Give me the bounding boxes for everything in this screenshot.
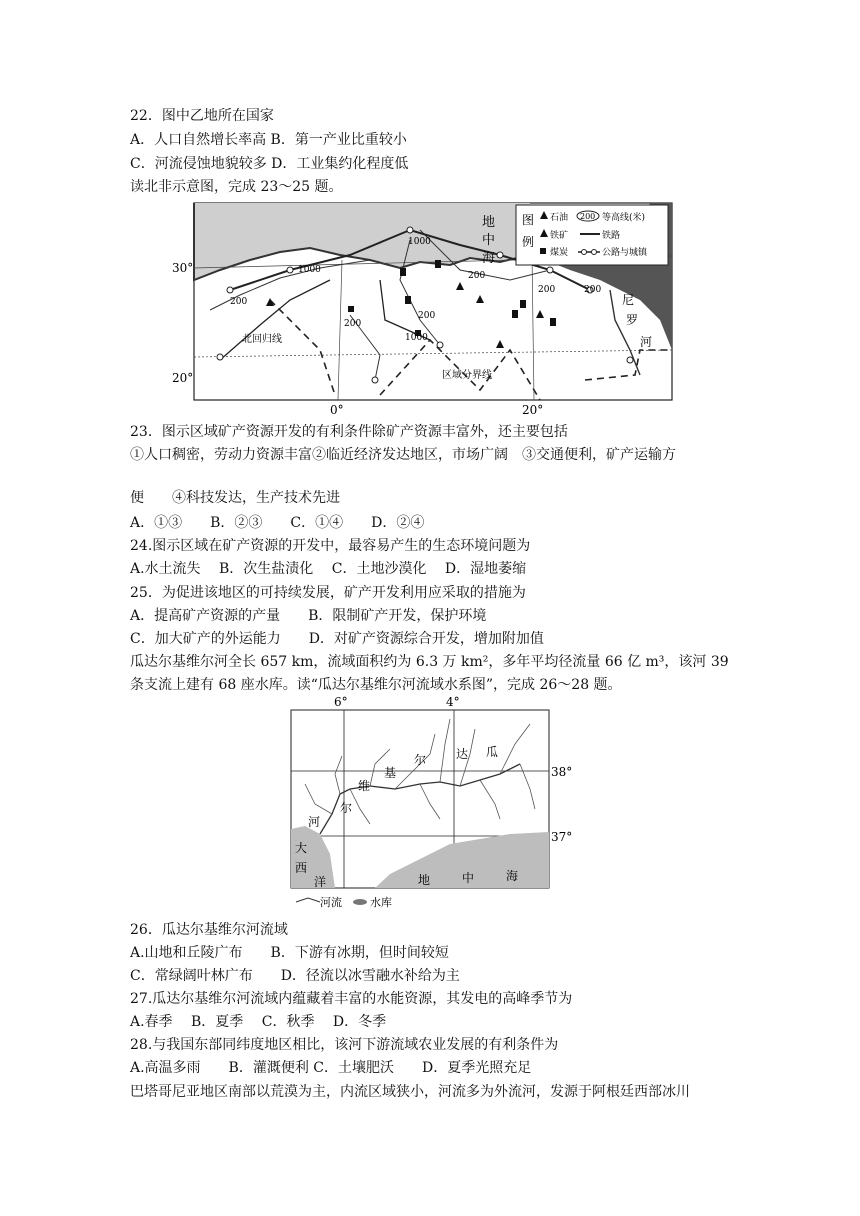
sea-label: 地: [418, 873, 431, 887]
river-name: 瓜: [486, 745, 499, 759]
contour-label: 200: [230, 297, 248, 307]
q22-stem: 22．图中乙地所在国家: [130, 108, 274, 124]
river-name: 尔: [414, 753, 427, 767]
coal-legend-icon: [540, 248, 546, 254]
svg-text:铁路: 铁路: [602, 231, 621, 241]
lon-label-20: 20°: [522, 403, 544, 417]
river-name: 维: [358, 779, 371, 793]
q28-stem: 28.与我国东部同纬度地区相比，该河下游流域农业发展的有利条件为: [130, 1037, 559, 1053]
svg-text:等高线(米): 等高线(米): [602, 213, 646, 223]
contour-label: 200: [344, 319, 362, 329]
nile-label: 罗: [626, 313, 639, 327]
q23-options-line1: ①人口稠密，劳动力资源丰富②临近经济发达地区，市场广阔 ③交通便利，矿产运输方: [130, 447, 676, 463]
q25-stem: 25．为促进该地区的可持续发展，矿产开发利用应采取的措施为: [130, 585, 526, 601]
svg-text:铁矿: 铁矿: [550, 231, 569, 241]
q26-options-ab: A.山地和丘陵广布 B．下游有冰期，但时间较短: [130, 945, 449, 961]
legend-reservoir: 水库: [370, 896, 392, 909]
ocean-label: 西: [295, 861, 308, 875]
contour-label: 200: [468, 271, 486, 281]
q27-answers: A.春季 B．夏季 C．秋季 D．冬季: [130, 1014, 387, 1030]
map-legend: [516, 205, 668, 265]
q25-options-ab: A．提高矿产资源的产量 B．限制矿产开发，保护环境: [130, 608, 487, 624]
svg-text:200: 200: [580, 212, 596, 221]
lat-label-38: 38°: [551, 765, 573, 779]
q26-stem: 26．瓜达尔基维尔河流域: [130, 922, 288, 938]
contour-label: 200: [418, 311, 436, 321]
lat-label-37: 37°: [551, 830, 573, 844]
river-intro-2: 条支流上建有 68 座水库。读“瓜达尔基维尔河流域水系图”，完成 26～28 题。: [130, 677, 622, 693]
q28-answers: A.高温多雨 B．灌溉便利 C．土壤肥沃 D．夏季光照充足: [130, 1060, 532, 1076]
q22-options-ab: A．人口自然增长率高 B．第一产业比重较小: [130, 132, 407, 148]
contour-label: 200: [584, 285, 602, 295]
river-name: 基: [384, 766, 397, 780]
sea-label: 地: [482, 215, 496, 230]
contour-label: 1000: [405, 333, 428, 343]
lon-label-6: 6°: [334, 695, 348, 709]
river-name: 河: [308, 815, 321, 829]
lat-label-30: 30°: [172, 261, 194, 275]
contour-label: 200: [538, 285, 556, 295]
lon-label-0: 0°: [330, 403, 344, 417]
river-intro-1: 瓜达尔基维尔河全长 657 km，流域面积约为 6.3 万 km²，多年平均径流量 66 亿 m³，该河 39: [130, 654, 729, 670]
sea-label: 海: [482, 251, 496, 266]
ocean-label: 洋: [314, 875, 327, 889]
nile-label: 河: [640, 335, 653, 349]
q27-stem: 27.瓜达尔基维尔河流域内蕴藏着丰富的水能资源，其发电的高峰季节为: [130, 991, 573, 1007]
sea-label: 中: [462, 871, 475, 885]
patagonia-intro: 巴塔哥尼亚地区南部以荒漠为主，内流区域狭小，河流多为外流河，发源于阿根廷西部冰川: [130, 1084, 690, 1100]
legend-river: 河流: [320, 896, 342, 909]
sea-label: 海: [506, 869, 519, 883]
nile-label: 尼: [622, 293, 635, 307]
svg-text:图: 图: [522, 213, 535, 227]
q24-answers: A.水土流失 B．次生盐渍化 C．土地沙漠化 D．湿地萎缩: [130, 561, 527, 577]
contour-label: 1000: [298, 265, 321, 275]
q23-stem: 23．图示区域矿产资源开发的有利条件除矿产资源丰富外，还主要包括: [130, 424, 568, 440]
ocean-label: 大: [295, 841, 308, 855]
tropic-label: 北回归线: [242, 334, 282, 345]
lat-label-20: 20°: [172, 371, 194, 385]
boundary-label: 区域分界线: [442, 370, 492, 381]
guadalquivir-map: [280, 694, 590, 912]
q26-options-cd: C．常绿阔叶林广布 D．径流以冰雪融水补给为主: [130, 968, 460, 984]
contour-label: 1000: [408, 237, 431, 247]
q23-options-line2: 便 ④科技发达，生产技术先进: [130, 490, 340, 506]
reservoir-legend-icon: [353, 899, 367, 905]
svg-text:公路与城镇: 公路与城镇: [602, 248, 648, 258]
svg-text:煤炭: 煤炭: [550, 248, 569, 258]
river-name: 达: [456, 747, 469, 761]
q23-answers: A．①③ B．②③ C．①④ D．②④: [130, 515, 425, 531]
sea-label: 中: [482, 233, 496, 248]
river-legend-icon: [296, 898, 320, 902]
map1-intro: 读北非示意图，完成 23～25 题。: [130, 179, 343, 195]
svg-text:例: 例: [522, 235, 535, 249]
north-africa-map: [170, 200, 700, 418]
q22-options-cd: C．河流侵蚀地貌较多 D．工业集约化程度低: [130, 156, 409, 172]
svg-text:石油: 石油: [550, 213, 569, 223]
q25-options-cd: C．加大矿产的外运能力 D．对矿产资源综合开发，增加附加值: [130, 631, 544, 647]
q24-stem: 24.图示区域在矿产资源的开发中，最容易产生的生态环境问题为: [130, 538, 531, 554]
river-name: 尔: [340, 801, 353, 815]
lon-label-4: 4°: [446, 695, 460, 709]
